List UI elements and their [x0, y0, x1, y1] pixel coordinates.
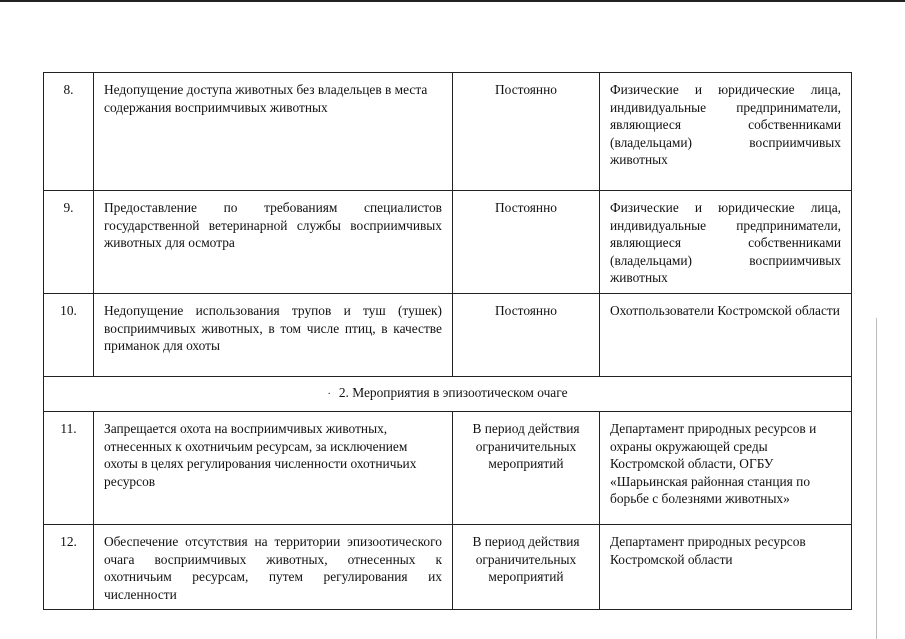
- measure-description: Недопущение использования трупов и туш (тушек) восприимчивых животных, в том числе птиц, в качестве приманок для охоты: [94, 293, 453, 376]
- section-header: [44, 376, 852, 411]
- responsible-party: Физические и юридические лица, индивидуальные предприниматели, являющиеся собственниками (владельцами) восприимчивых животных: [600, 191, 852, 294]
- row-number: 11.: [44, 411, 94, 524]
- responsible-party: Физические и юридические лица, индивидуальные предприниматели, являющиеся собственниками (владельцами) восприимчивых животных: [600, 73, 852, 191]
- table-row: [44, 524, 852, 609]
- measure-description: Запрещается охота на восприимчивых животных, отнесенных к охотничьим ресурсам, за исключением охоты в целях регулирования численности охотничьих ресурсов: [94, 411, 453, 524]
- measure-description: Предоставление по требованиям специалистов государственной ветеринарной службы восприимчивых животных для осмотра: [94, 191, 453, 294]
- measure-period: В период действия ограничительных мероприятий: [453, 411, 600, 524]
- bullet-mark: ·: [327, 389, 331, 401]
- measure-description: Недопущение доступа животных без владельцев в места содержания восприимчивых животных: [94, 73, 453, 191]
- section-header-row: [44, 376, 852, 411]
- table-row: [44, 191, 852, 294]
- table-row: [44, 73, 852, 191]
- table-row: [44, 411, 852, 524]
- responsible-party: Охотпользователи Костромской области: [600, 293, 852, 376]
- section-title: 2. Мероприятия в эпизоотическом очаге: [338, 385, 568, 401]
- measure-description: Обеспечение отсутствия на территории эпизоотического очага восприимчивых животных, отнесенных к охотничьим ресурсам, путем регулирования их численности: [94, 524, 453, 609]
- measures-table: [43, 72, 852, 610]
- row-number: 10.: [44, 293, 94, 376]
- page-right-rule: [876, 318, 877, 639]
- row-number: 12.: [44, 524, 94, 609]
- measure-period: В период действия ограничительных мероприятий: [453, 524, 600, 609]
- row-number: 8.: [44, 73, 94, 191]
- responsible-party: Департамент природных ресурсов Костромской области: [600, 524, 852, 609]
- responsible-party: Департамент природных ресурсов и охраны окружающей среды Костромской области, ОГБУ «Шарьинская районная станция по борьбе с болезнями животных»: [600, 411, 852, 524]
- measure-period: Постоянно: [453, 191, 600, 294]
- row-number: 9.: [44, 191, 94, 294]
- table-row: [44, 293, 852, 376]
- measure-period: Постоянно: [453, 73, 600, 191]
- measure-period: Постоянно: [453, 293, 600, 376]
- page-top-rule: [0, 0, 905, 2]
